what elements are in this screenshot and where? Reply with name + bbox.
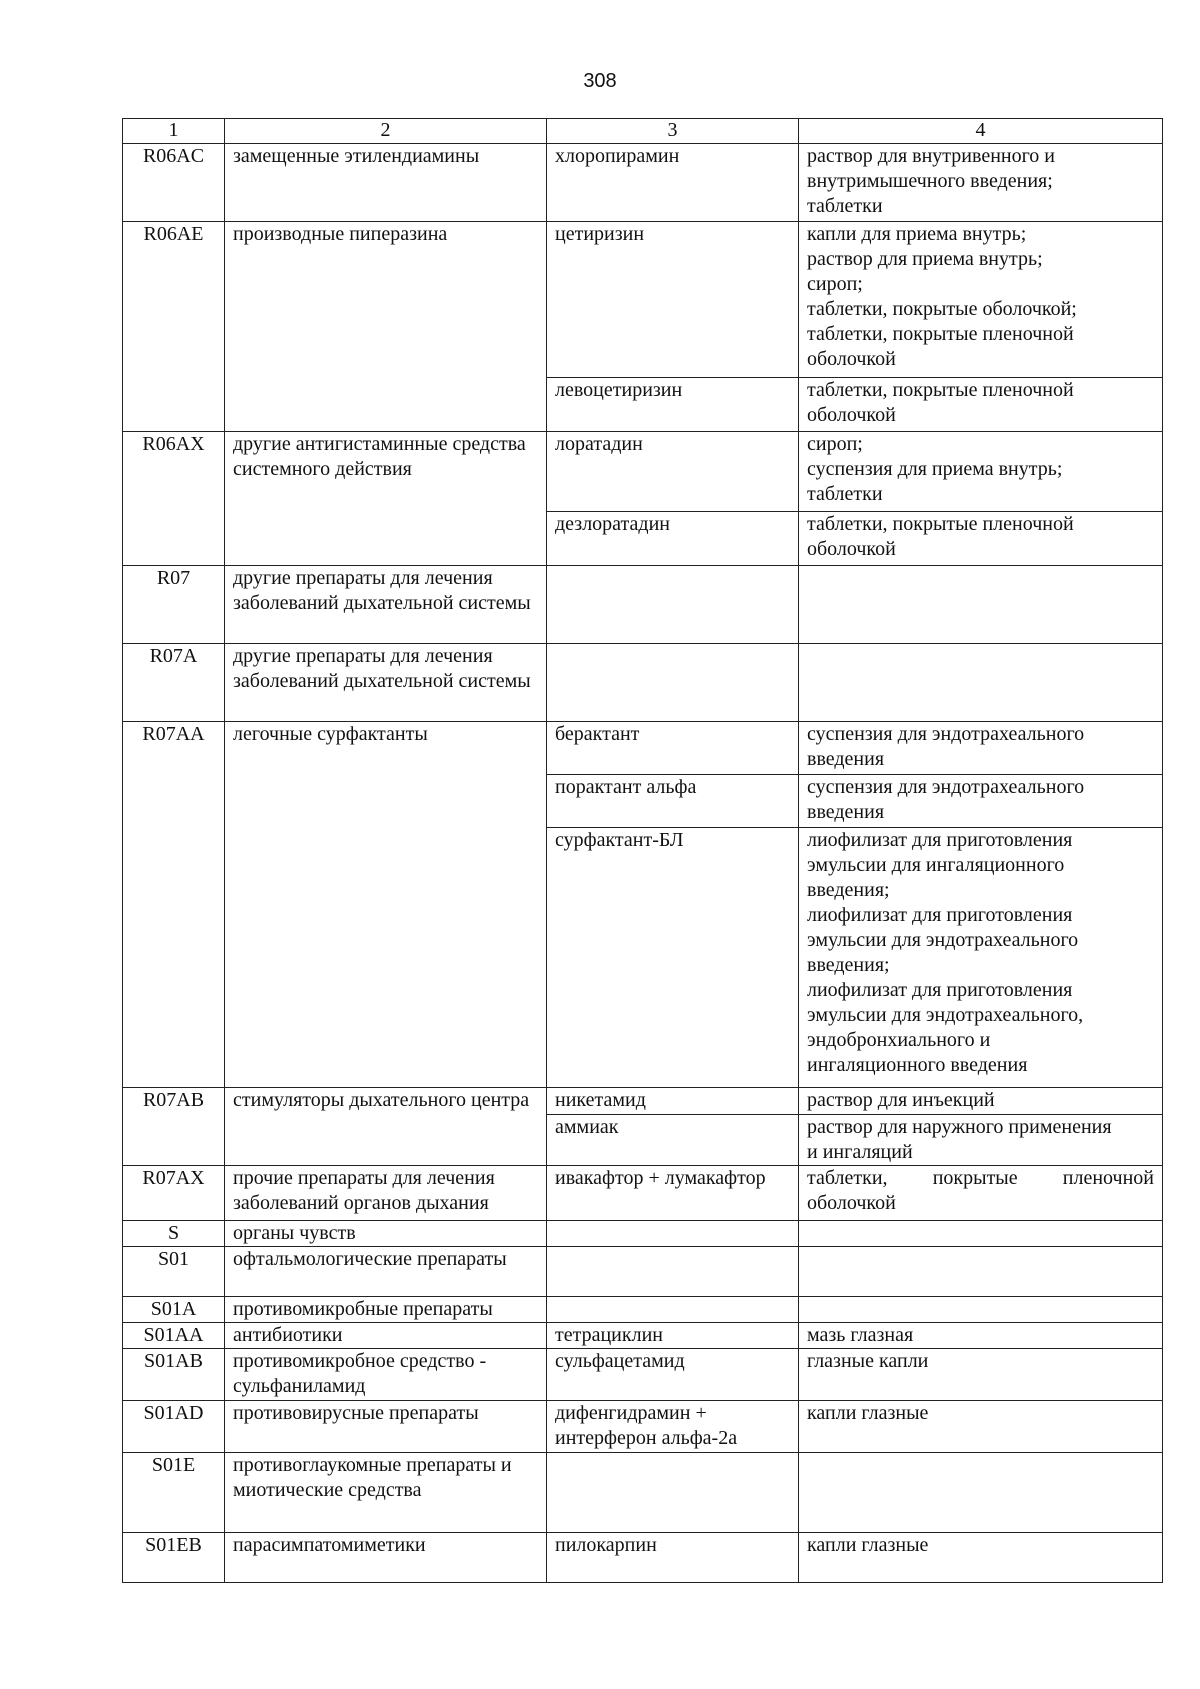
dosage-form-cell (799, 1349, 1163, 1401)
atc-code-cell: S01AA (123, 1323, 225, 1349)
dosage-form-line: эмульсии для эндотрахеального, (807, 1004, 1084, 1026)
dosage-form-line: мазь глазная (807, 1324, 914, 1346)
drug-name-cell: ивакафтор + лумакафтор (547, 1166, 799, 1221)
dosage-form-line: суспензия для эндотрахеального (807, 723, 1085, 745)
drug-name-cell: цетиризин (547, 222, 799, 378)
dosage-form-line: оболочкой (807, 348, 896, 370)
table-row (123, 566, 1163, 644)
dosage-form-line: таблетки, покрытые оболочкой; (807, 298, 1077, 320)
dosage-form-line: введения; (807, 954, 890, 976)
drug-name-cell: левоцетиризин (547, 378, 799, 432)
dosage-form-line: лиофилизат для приготовления (807, 904, 1073, 926)
group-name-cell: производные пиперазина (225, 222, 547, 432)
drug-name-cell (547, 1247, 799, 1297)
dosage-form-line: эндобронхиального и (807, 1029, 991, 1051)
drug-name-cell (547, 1453, 799, 1533)
atc-code-cell: R06AX (123, 432, 225, 566)
drug-name-cell: сульфацетамид (547, 1349, 799, 1401)
drug-name-cell: пилокарпин (547, 1533, 799, 1583)
dosage-form-line: таблетки (807, 483, 883, 505)
dosage-form-line: эмульсии для ингаляционного (807, 854, 1065, 876)
dosage-form-line: таблетки, покрытые пленочной (807, 513, 1074, 535)
dosage-form-cell (799, 144, 1163, 222)
atc-code-cell: R06AC (123, 144, 225, 222)
group-name-cell: замещенные этилендиамины (225, 144, 547, 222)
atc-code-cell: S01AB (123, 1349, 225, 1401)
dosage-form-cell (799, 512, 1163, 566)
dosage-form-cell (799, 1401, 1163, 1453)
dosage-form-line: эмульсии для эндотрахеального (807, 929, 1079, 951)
table-row (123, 1088, 1163, 1115)
dosage-form-cell (799, 222, 1163, 378)
dosage-form-line: введения (807, 748, 885, 770)
dosage-form-line: введения; (807, 879, 890, 901)
column-header: 2 (225, 119, 547, 144)
group-name-cell: органы чувств (225, 1221, 547, 1247)
dosage-form-line: введения (807, 801, 885, 823)
column-header: 1 (123, 119, 225, 144)
table-row (123, 1247, 1163, 1297)
group-name-cell: противовирусные препараты (225, 1401, 547, 1453)
table-row (123, 1349, 1163, 1401)
dosage-form-line: капли глазные (807, 1534, 929, 1556)
dosage-form-line: таблетки, покрытые пленочной (807, 379, 1074, 401)
dosage-form-line: таблетки (807, 195, 883, 217)
dosage-form-line: внутримышечного введения; (807, 170, 1053, 192)
dosage-form-line: лиофилизат для приготовления (807, 829, 1073, 851)
atc-code-cell: R07AA (123, 722, 225, 1088)
drug-name-cell (547, 1221, 799, 1247)
group-name-cell: другие препараты для лечения заболеваний дыхательной системы (225, 644, 547, 722)
atc-code-cell: S01 (123, 1247, 225, 1297)
dosage-form-line: раствор для наружного применения (807, 1116, 1112, 1138)
dosage-form-line: раствор для приема внутрь; (807, 248, 1043, 270)
table-row (123, 222, 1163, 378)
drug-name-cell: дифенгидрамин + интерферон альфа-2а (547, 1401, 799, 1453)
table-row (123, 432, 1163, 512)
drug-name-cell: берактант (547, 722, 799, 775)
group-name-cell: офтальмологические препараты (225, 1247, 547, 1297)
dosage-form-line: лиофилизат для приготовления (807, 979, 1073, 1001)
atc-code-cell: S (123, 1221, 225, 1247)
group-name-cell: прочие препараты для лечения заболеваний органов дыхания (225, 1166, 547, 1221)
table-row (123, 722, 1163, 775)
drug-name-cell (547, 1297, 799, 1323)
dosage-form-cell (799, 722, 1163, 775)
drug-name-cell: хлоропирамин (547, 144, 799, 222)
atc-code-cell: R07 (123, 566, 225, 644)
drug-name-cell: сурфактант-БЛ (547, 828, 799, 1088)
table-row (123, 1323, 1163, 1349)
dosage-form-line: оболочкой (807, 1192, 896, 1214)
atc-code-cell: R07AX (123, 1166, 225, 1221)
dosage-form-cell (799, 1166, 1163, 1221)
group-name-cell: противомикробные препараты (225, 1297, 547, 1323)
group-name-cell: другие препараты для лечения заболеваний дыхательной системы (225, 566, 547, 644)
drug-name-cell: тетрациклин (547, 1323, 799, 1349)
column-header: 3 (547, 119, 799, 144)
dosage-form-line: суспензия для эндотрахеального (807, 776, 1085, 798)
dosage-form-line: суспензия для приема внутрь; (807, 458, 1063, 480)
atc-code-cell: S01A (123, 1297, 225, 1323)
page-number: 308 (583, 70, 617, 92)
atc-code-cell: S01EB (123, 1533, 225, 1583)
drug-name-cell: порактант альфа (547, 775, 799, 828)
dosage-form-line: оболочкой (807, 538, 896, 560)
drug-name-cell: лоратадин (547, 432, 799, 512)
dosage-form-cell (799, 566, 1163, 644)
drug-name-cell (547, 566, 799, 644)
dosage-form-cell (799, 1221, 1163, 1247)
table-header-row (123, 119, 1163, 144)
dosage-form-line: таблетки, покрытые пленочной (807, 1167, 1154, 1189)
dosage-form-cell (799, 775, 1163, 828)
dosage-form-cell (799, 1115, 1163, 1166)
table-row (123, 144, 1163, 222)
group-name-cell: противоглаукомные препараты и миотические средства (225, 1453, 547, 1533)
dosage-form-line: раствор для внутривенного и (807, 145, 1056, 167)
dosage-form-cell (799, 378, 1163, 432)
dosage-form-line: раствор для инъекций (807, 1089, 995, 1111)
drug-name-cell: аммиак (547, 1115, 799, 1166)
table-row (123, 1297, 1163, 1323)
group-name-cell: антибиотики (225, 1323, 547, 1349)
group-name-cell: легочные сурфактанты (225, 722, 547, 1088)
table-row (123, 644, 1163, 722)
dosage-form-cell (799, 1088, 1163, 1115)
table-row (123, 1533, 1163, 1583)
atc-code-cell: S01E (123, 1453, 225, 1533)
dosage-form-line: и ингаляций (807, 1141, 913, 1163)
table-row (123, 1453, 1163, 1533)
medication-table (122, 118, 1163, 1583)
dosage-form-line: капли для приема внутрь; (807, 223, 1027, 245)
atc-code-cell: S01AD (123, 1401, 225, 1453)
dosage-form-cell (799, 1533, 1163, 1583)
dosage-form-cell (799, 1297, 1163, 1323)
dosage-form-line: ингаляционного введения (807, 1054, 1028, 1076)
dosage-form-line: капли глазные (807, 1402, 929, 1424)
drug-name-cell: дезлоратадин (547, 512, 799, 566)
group-name-cell: стимуляторы дыхательного центра (225, 1088, 547, 1166)
drug-name-cell: никетамид (547, 1088, 799, 1115)
atc-code-cell: R07A (123, 644, 225, 722)
dosage-form-cell (799, 1247, 1163, 1297)
table-row (123, 1166, 1163, 1221)
atc-code-cell: R06AE (123, 222, 225, 432)
column-header: 4 (799, 119, 1163, 144)
table-row (123, 1221, 1163, 1247)
dosage-form-cell (799, 432, 1163, 512)
dosage-form-line: сироп; (807, 273, 863, 295)
dosage-form-line: глазные капли (807, 1350, 929, 1372)
group-name-cell: противомикробное средство - сульфаниламид (225, 1349, 547, 1401)
dosage-form-cell (799, 828, 1163, 1088)
dosage-form-cell (799, 1453, 1163, 1533)
dosage-form-line: таблетки, покрытые пленочной (807, 323, 1074, 345)
atc-code-cell: R07AB (123, 1088, 225, 1166)
group-name-cell: другие антигистаминные средства системного действия (225, 432, 547, 566)
dosage-form-line: сироп; (807, 433, 863, 455)
dosage-form-cell (799, 1323, 1163, 1349)
drug-name-cell (547, 644, 799, 722)
group-name-cell: парасимпатомиметики (225, 1533, 547, 1583)
table-row (123, 1401, 1163, 1453)
dosage-form-line: оболочкой (807, 404, 896, 426)
dosage-form-cell (799, 644, 1163, 722)
